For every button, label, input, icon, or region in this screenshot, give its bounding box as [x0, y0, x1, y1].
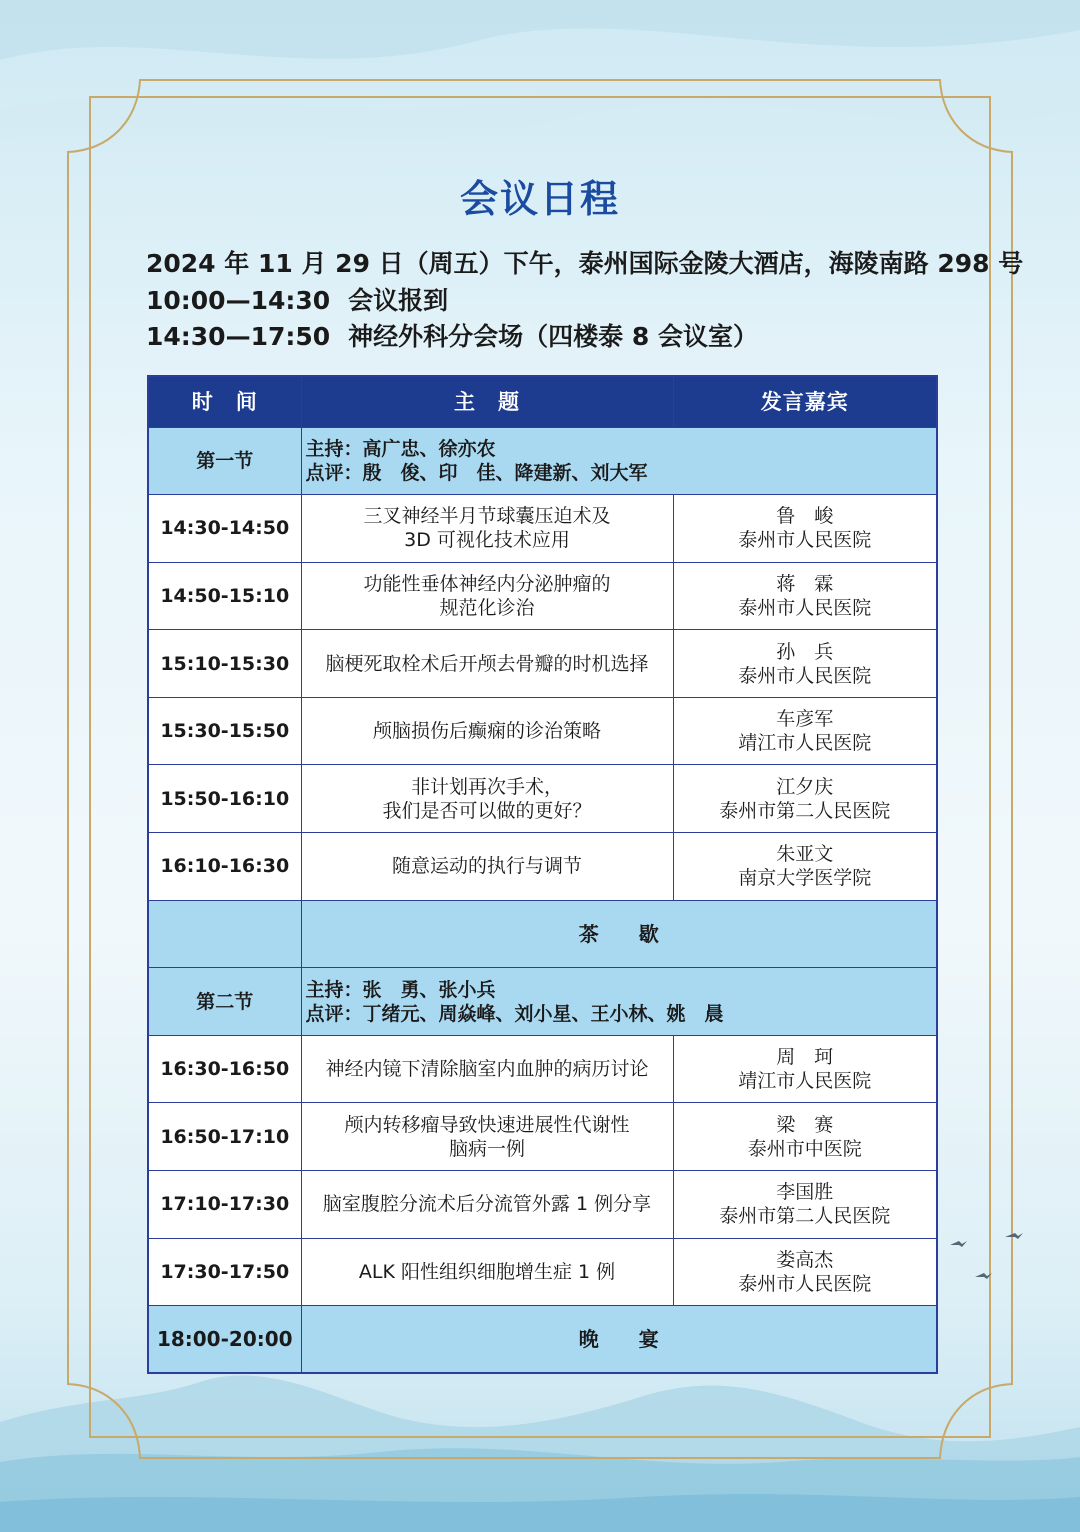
row-time: 16:50-17:10	[148, 1103, 301, 1171]
table-row	[148, 1035, 937, 1103]
row-topic	[301, 833, 673, 901]
speaker-name: 车彦军	[776, 708, 834, 731]
speaker-name: 周 珂	[776, 1046, 834, 1069]
topic-line: 脑室腹腔分流术后分流管外露 1 例分享	[322, 1193, 652, 1216]
speaker-name: 娄高杰	[776, 1248, 834, 1271]
section-2-label: 第二节	[148, 968, 301, 1036]
topic-line: 三叉神经半月节球囊压迫术及	[363, 505, 611, 528]
section-1-review: 点评：殷 俊、印 佳、降建新、刘大军	[305, 461, 648, 484]
speaker-name: 鲁 峻	[776, 505, 834, 528]
topic-line: 颅脑损伤后癫痫的诊治策略	[372, 720, 601, 743]
topic-line: 神经内镜下清除脑室内血肿的病历讨论	[325, 1058, 649, 1081]
topic-line: ALK 阳性组织细胞增生症 1 例	[358, 1260, 616, 1283]
speaker-name: 朱亚文	[776, 843, 834, 866]
table-row	[148, 495, 937, 563]
table-row	[148, 1238, 937, 1306]
table-header-row	[148, 376, 937, 427]
section-2-host: 主持：张 勇、张小兵	[305, 978, 496, 1001]
speaker-name: 梁 赛	[776, 1113, 834, 1136]
dinner-label: 晚 宴	[301, 1306, 937, 1373]
row-topic	[301, 1171, 673, 1239]
speaker-hospital: 靖江市人民医院	[738, 1070, 872, 1093]
section-2-review: 点评：丁绪元、周焱峰、刘小星、王小林、姚 晨	[305, 1002, 724, 1025]
table-row	[148, 833, 937, 901]
row-time: 15:30-15:50	[148, 697, 301, 765]
table-row	[148, 765, 937, 833]
dinner-row	[148, 1306, 937, 1373]
row-topic	[301, 1103, 673, 1171]
speaker-hospital: 泰州市人民医院	[738, 596, 872, 619]
tea-break-row	[148, 900, 937, 968]
speaker-hospital: 南京大学医学院	[738, 867, 872, 890]
row-speaker	[673, 1171, 937, 1239]
topic-line: 脑梗死取栓术后开颅去骨瓣的时机选择	[325, 652, 649, 675]
speaker-hospital: 泰州市第二人民医院	[719, 799, 891, 822]
speaker-hospital: 泰州市人民医院	[738, 529, 872, 552]
section-1-row	[148, 427, 937, 495]
row-speaker	[673, 630, 937, 698]
section-1-label: 第一节	[148, 427, 301, 495]
speaker-name: 江夕庆	[776, 775, 834, 798]
section-1-host: 主持：高广忠、徐亦农	[305, 437, 496, 460]
speaker-name: 蒋 霖	[776, 572, 834, 595]
topic-line: 非计划再次手术，	[410, 775, 563, 798]
row-topic	[301, 562, 673, 630]
meeting-info-registration	[146, 281, 448, 317]
row-speaker	[673, 697, 937, 765]
row-speaker	[673, 765, 937, 833]
table-row	[148, 1171, 937, 1239]
section-2-row	[148, 968, 937, 1036]
tea-break-label: 茶 歇	[301, 900, 937, 968]
row-speaker	[673, 495, 937, 563]
topic-line: 3D 可视化技术应用	[404, 529, 570, 552]
speaker-hospital: 泰州市人民医院	[738, 664, 872, 687]
speaker-hospital: 泰州市人民医院	[738, 1272, 872, 1295]
header-time: 时 间	[148, 376, 301, 427]
meeting-info-session	[146, 317, 758, 353]
row-time: 14:30-14:50	[148, 495, 301, 563]
row-speaker	[673, 1035, 937, 1103]
topic-line: 随意运动的执行与调节	[391, 855, 582, 878]
section-2-moderators	[301, 968, 937, 1036]
row-time: 16:10-16:30	[148, 833, 301, 901]
header-topic: 主 题	[301, 376, 673, 427]
dinner-time: 18:00-20:00	[148, 1306, 301, 1373]
table-row	[148, 697, 937, 765]
header-speaker: 发言嘉宾	[673, 376, 937, 427]
speaker-hospital: 泰州市中医院	[747, 1137, 862, 1160]
session-time: 14:30—17:50	[146, 322, 331, 351]
row-topic	[301, 697, 673, 765]
row-topic	[301, 495, 673, 563]
session-label: 神经外科分会场（四楼泰 8 会议室）	[348, 322, 758, 351]
row-time: 17:10-17:30	[148, 1171, 301, 1239]
topic-line: 脑病一例	[448, 1137, 525, 1160]
speaker-hospital: 泰州市第二人民医院	[719, 1205, 891, 1228]
topic-line: 我们是否可以做的更好？	[382, 799, 592, 822]
row-speaker	[673, 1238, 937, 1306]
topic-line: 功能性垂体神经内分泌肿瘤的	[363, 572, 611, 595]
tea-break-time-empty	[148, 900, 301, 968]
table-row	[148, 562, 937, 630]
row-time: 16:30-16:50	[148, 1035, 301, 1103]
row-time: 14:50-15:10	[148, 562, 301, 630]
registration-label: 会议报到	[348, 286, 449, 315]
meeting-info-date-venue: 2024 年 11 月 29 日（周五）下午，泰州国际金陵大酒店，海陵南路 298 号	[146, 249, 1024, 278]
row-speaker	[673, 833, 937, 901]
row-speaker	[673, 1103, 937, 1171]
row-topic	[301, 1035, 673, 1103]
row-topic	[301, 630, 673, 698]
row-time: 15:10-15:30	[148, 630, 301, 698]
table-row	[148, 630, 937, 698]
speaker-name: 李国胜	[776, 1181, 834, 1204]
row-topic	[301, 765, 673, 833]
topic-line: 规范化诊治	[439, 596, 535, 619]
table-row	[148, 1103, 937, 1171]
schedule-table	[147, 375, 938, 1374]
registration-time: 10:00—14:30	[146, 286, 331, 315]
row-speaker	[673, 562, 937, 630]
section-1-moderators	[301, 427, 937, 495]
row-time: 17:30-17:50	[148, 1238, 301, 1306]
row-time: 15:50-16:10	[148, 765, 301, 833]
topic-line: 颅内转移瘤导致快速进展性代谢性	[344, 1113, 630, 1136]
row-topic	[301, 1238, 673, 1306]
speaker-hospital: 靖江市人民医院	[738, 732, 872, 755]
speaker-name: 孙 兵	[776, 640, 834, 663]
page-title: 会议日程	[459, 177, 620, 221]
